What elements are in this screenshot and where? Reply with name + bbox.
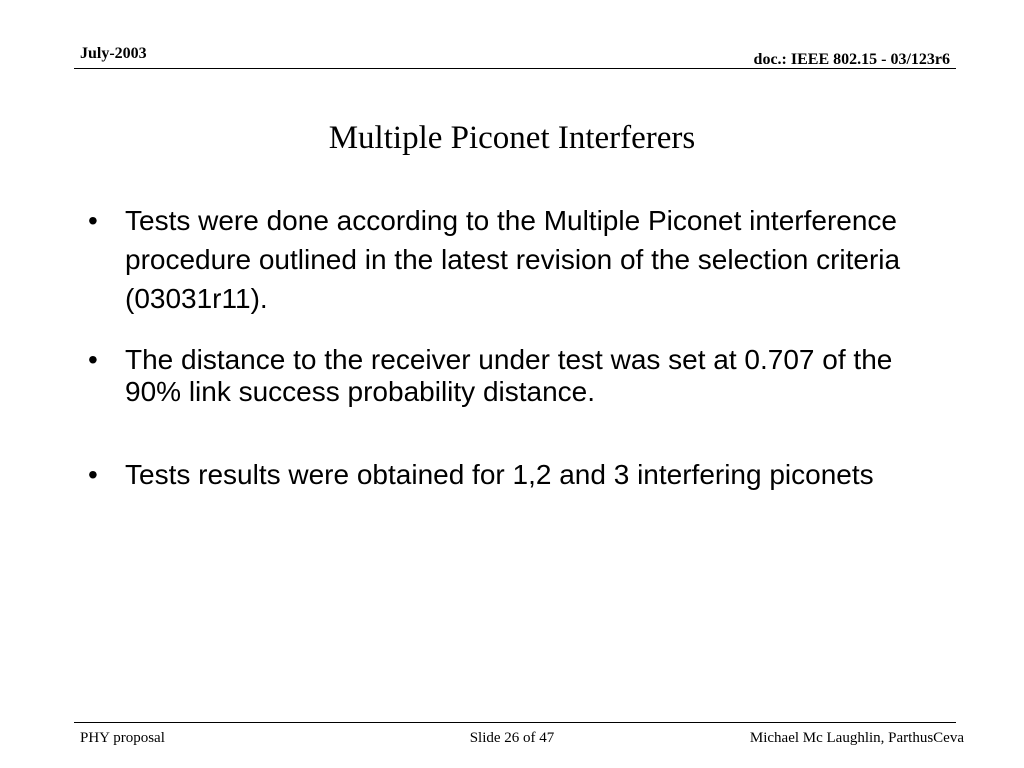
header-date: July-2003 (80, 45, 147, 62)
footer-slide-number: Slide 26 of 47 (469, 730, 555, 746)
bullet-item (88, 201, 938, 318)
header-divider (74, 68, 956, 69)
bullet-item (88, 344, 938, 408)
slide-title: Multiple Piconet Interferers (328, 120, 696, 156)
header-doc-id: doc.: IEEE 802.15 - 03/123r6 (753, 51, 950, 68)
bullet-marker: • (88, 344, 98, 375)
footer-left: PHY proposal (80, 730, 165, 746)
bullet-text: The distance to the receiver under test was set at 0.707 of the 90% link success probability distance. (125, 344, 893, 407)
footer-author: Michael Mc Laughlin, ParthusCeva (749, 730, 964, 746)
bullet-text: Tests results were obtained for 1,2 and 3 interfering piconets (125, 459, 874, 490)
bullet-marker: • (88, 205, 98, 236)
footer-divider (74, 722, 956, 723)
bullet-text: Tests were done according to the Multiple Piconet interference procedure outlined in the latest revision of the selection criteria (03031r11). (125, 205, 901, 314)
bullet-marker: • (88, 459, 98, 490)
bullet-item (88, 459, 938, 490)
